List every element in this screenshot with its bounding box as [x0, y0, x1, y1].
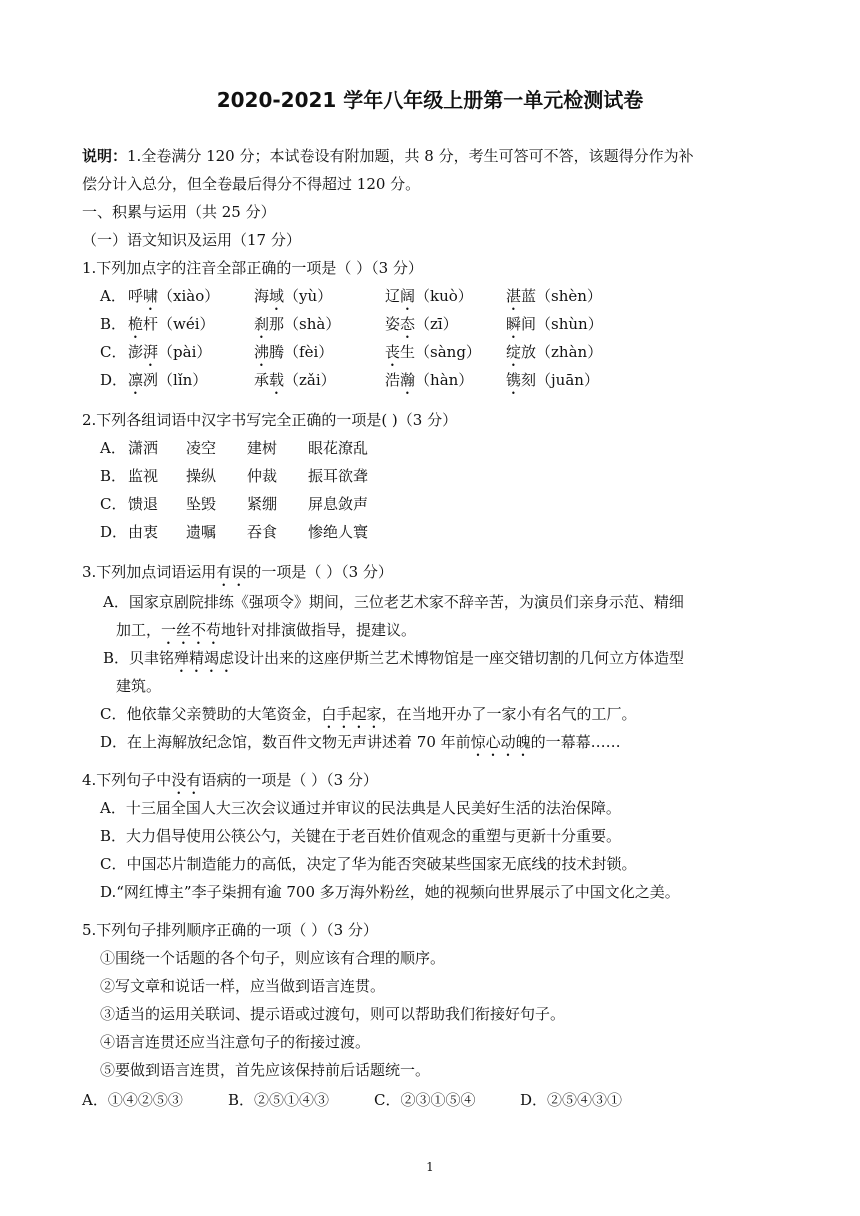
- q5-option-b: B．②⑤①④③: [228, 1091, 330, 1109]
- q5-option-c: C．②③①⑤④: [374, 1091, 476, 1109]
- q1-word-item: 绽放（zhàn）: [506, 343, 603, 361]
- q1-stem: 1.下列加点字的注音全部正确的一项是（ ）（3 分）: [82, 259, 423, 277]
- q2-word: 遗嘱: [186, 523, 217, 541]
- q2-word: 由衷: [128, 523, 159, 541]
- q2-word: 屏息敛声: [308, 495, 369, 513]
- q1-word-item: 沸腾（fèi）: [254, 343, 334, 361]
- q1-word-item: 桅杆（wéi）: [128, 315, 215, 333]
- q1-word-item: 辽阔（kuò）: [385, 287, 473, 305]
- q3-stem: 3.下列加点词语运用有误的一项是（ ）（3 分）: [82, 563, 393, 581]
- q5-sentence-1: ①围绕一个话题的各个句子，则应该有合理的顺序。: [100, 949, 446, 967]
- q2-option-label: D．: [100, 523, 128, 541]
- q5-sentence-3: ③适当的运用关联词、提示语或过渡句，则可以帮助我们衔接好句子。: [100, 1005, 566, 1023]
- q1-word-item: 浩瀚（hàn）: [385, 371, 474, 389]
- q2-word: 坠毁: [186, 495, 217, 513]
- q1-word-item: 呼啸（xiào）: [128, 287, 220, 305]
- q2-word: 凌空: [186, 439, 217, 457]
- q4-option-c: C．中国芯片制造能力的高低，决定了华为能否突破某些国家无底线的技术封锁。: [100, 855, 637, 873]
- q1-word-item: 凛冽（lǐn）: [128, 371, 208, 389]
- page-title: 2020-2021 学年八年级上册第一单元检测试卷: [216, 88, 644, 112]
- q4-emphasis: 没有: [171, 771, 202, 789]
- page-number: 1: [426, 1160, 434, 1174]
- q3-option-c: C．他依靠父亲赞助的大笔资金，白手起家，在当地开办了一家小有名气的工厂。: [100, 705, 637, 723]
- q2-stem: 2.下列各组词语中汉字书写完全正确的一项是( )（3 分）: [82, 411, 458, 429]
- q5-sentence-2: ②写文章和说话一样，应当做到语言连贯。: [100, 977, 386, 995]
- q5-stem: 5.下列句子排列顺序正确的一项（ ）（3 分）: [82, 921, 378, 939]
- q1-word-item: 澎湃（pài）: [128, 343, 212, 361]
- q2-option-label: B．: [100, 467, 127, 485]
- q4-option-a: A．十三届全国人大三次会议通过并审议的民法典是人民美好生活的法治保障。: [100, 799, 621, 817]
- q1-option-label: B．: [100, 315, 127, 333]
- q5-sentence-4: ④语言连贯还应当注意句子的衔接过渡。: [100, 1033, 371, 1051]
- q5-sentence-5: ⑤要做到语言连贯，首先应该保持前后话题统一。: [100, 1061, 431, 1079]
- note-line-1: [82, 146, 694, 166]
- q1-word-item: 瞬间（shùn）: [506, 315, 603, 333]
- q2-option-label: C．: [100, 495, 127, 513]
- note-text-1: 1.全卷满分 120 分；本试卷设有附加题，共 8 分，考生可答可不答，该题得分作为补: [127, 147, 694, 165]
- section-heading: 一、积累与运用（共 25 分）: [82, 203, 276, 221]
- q3-option-a-line1: A．国家京剧院排练《强项令》期间，三位老艺术家不辞辛苦，为演员们亲身示范、精细: [103, 593, 684, 611]
- subsection-heading: （一）语文知识及运用（17 分）: [82, 231, 301, 249]
- q2-word: 馈退: [128, 495, 159, 513]
- q5-option-d: D．②⑤④③①: [520, 1091, 623, 1109]
- note-line-2: 偿分计入总分，但全卷最后得分不得超过 120 分。: [82, 175, 421, 193]
- q1-option-label: C．: [100, 343, 127, 361]
- q2-word: 振耳欲聋: [308, 467, 369, 485]
- q2-word: 紧绷: [247, 495, 278, 513]
- q1-word-item: 海域（yù）: [254, 287, 333, 305]
- q2-word: 惨绝人寰: [308, 523, 369, 541]
- q3-option-b-line1: B．贝聿铭殚精竭虑设计出来的这座伊斯兰艺术博物馆是一座交错切割的几何立方体造型: [103, 649, 685, 667]
- q1-word-item: 承载（zǎi）: [254, 371, 336, 389]
- q1-word-item: 湛蓝（shèn）: [506, 287, 602, 305]
- q4-stem: 4.下列句子中没有语病的一项是（ ）（3 分）: [82, 771, 378, 789]
- q3-option-b-line2: 建筑。: [116, 677, 162, 695]
- q4-option-d: D.“网红博主”李子柒拥有逾 700 多万海外粉丝，她的视频向世界展示了中国文化之美。: [100, 883, 680, 901]
- q3-emphasis: 有误: [216, 563, 247, 581]
- q1-option-label: D．: [100, 371, 128, 389]
- q2-word: 眼花潦乱: [308, 439, 369, 457]
- q2-word: 监视: [128, 467, 159, 485]
- q2-word: 仲裁: [247, 467, 278, 485]
- q2-option-label: A．: [100, 439, 126, 457]
- q2-word: 操纵: [186, 467, 217, 485]
- q1-option-label: A．: [100, 287, 126, 305]
- q2-word: 吞食: [247, 523, 278, 541]
- q3-option-d: D．在上海解放纪念馆，数百件文物无声讲述着 70 年前惊心动魄的一幕幕……: [100, 733, 621, 751]
- q2-word: 建树: [247, 439, 278, 457]
- q2-word: 潇洒: [128, 439, 159, 457]
- q1-word-item: 刹那（shà）: [254, 315, 341, 333]
- q4-option-b: B．大力倡导使用公筷公勺，关键在于老百姓价值观念的重塑与更新十分重要。: [100, 827, 622, 845]
- note-label: 说明：: [82, 147, 128, 165]
- q1-word-item: 丧生（sàng）: [385, 343, 481, 361]
- q1-word-item: 镌刻（juān）: [506, 371, 599, 389]
- q1-word-item: 姿态（zī）: [385, 315, 458, 333]
- q5-option-a: A．①④②⑤③: [82, 1091, 183, 1109]
- q3-option-a-line2: 加工，一丝不苟地针对排演做指导，提建议。: [116, 621, 417, 639]
